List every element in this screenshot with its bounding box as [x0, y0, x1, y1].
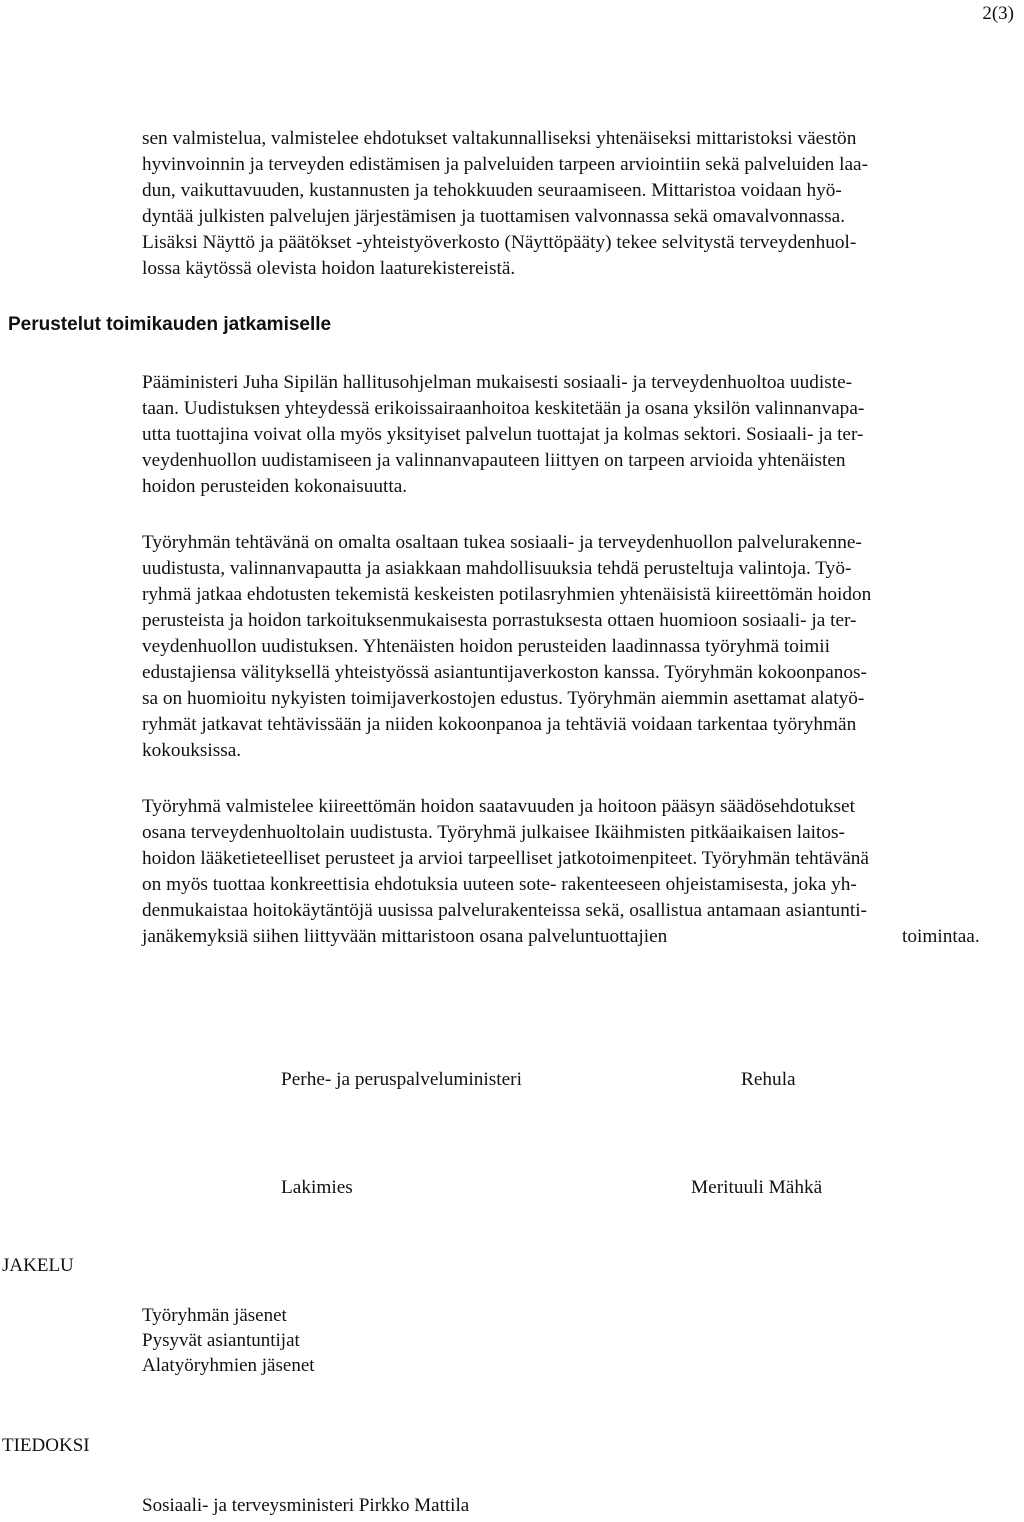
paragraph-line: taan. Uudistuksen yhteydessä erikoissairaanhoitoa keskitetään ja osana yksilön valinnanvapa-	[142, 398, 865, 419]
section-heading: Perustelut toimikauden jatkamiselle	[8, 314, 332, 335]
list-item: Sosiaali- ja terveysministeri Pirkko Mattila	[142, 1495, 470, 1516]
paragraph-line: uudistusta, valinnanvapautta ja asiakkaan mahdollisuuksia tehdä perusteltuja valintoja. Työ-	[142, 558, 852, 579]
paragraph-line: utta tuottajina voivat olla myös yksityiset palvelun tuottajat ja kolmas sektori. Sosiaali- ja ter-	[142, 424, 864, 445]
list-item: Alatyöryhmien jäsenet	[142, 1355, 315, 1376]
page-number: 2(3)	[982, 3, 1014, 24]
minister-name: Rehula	[741, 1069, 796, 1090]
lawyer-title: Lakimies	[281, 1177, 353, 1198]
paragraph-line: Pääministeri Juha Sipilän hallitusohjelman mukaisesti sosiaali- ja terveydenhuoltoa uudiste-	[142, 372, 853, 393]
lawyer-name: Merituuli Mähkä	[691, 1177, 823, 1198]
paragraph-line: dun, vaikuttavuuden, kustannusten ja tehokkuuden seuraamiseen. Mittaristoa voidaan hyö-	[142, 180, 842, 201]
paragraph-line: hoidon lääketieteelliset perusteet ja arvioi tarpeelliset jatkotoimenpiteet. Työryhmän tehtävänä	[142, 848, 869, 869]
paragraph-line: hoidon perusteiden kokonaisuutta.	[142, 476, 408, 497]
paragraph-line: lossa käytössä olevista hoidon laaturekistereistä.	[142, 258, 516, 279]
paragraph-line: on myös tuottaa konkreettisia ehdotuksia uuteen sote- rakenteeseen ohjeistamisesta, joka yh-	[142, 874, 857, 895]
paragraph-line: edustajiensa välityksellä yhteistyössä asiantuntijaverkoston kanssa. Työryhmän kokoonpanos-	[142, 662, 867, 683]
paragraph-line: denmukaistaa hoitokäytäntöjä uusissa palvelurakenteissa sekä, osallistua antamaan asiantunti-	[142, 900, 867, 921]
paragraph-line: Työryhmän tehtävänä on omalta osaltaan tukea sosiaali- ja terveydenhuollon palvelurakenne-	[142, 532, 862, 553]
paragraph-line: ryhmä jatkaa ehdotusten tekemistä keskeisten potilasryhmien yhtenäisistä kiireettömän hoidon	[142, 584, 872, 605]
paragraph-line: sen valmistelua, valmistelee ehdotukset valtakunnalliseksi yhtenäiseksi mittaristoksi väestön	[142, 128, 857, 149]
paragraph-line: sa on huomioitu nykyisten toimijaverkostojen edustus. Työryhmän aiemmin asettamat alatyö-	[142, 688, 865, 709]
paragraph-line: hyvinvoinnin ja terveyden edistämisen ja palveluiden tarpeen arviointiin sekä palveluiden laa-	[142, 154, 869, 175]
paragraph-line: ryhmät jatkavat tehtävissään ja niiden kokoonpanoa ja tehtäviä voidaan tarkentaa työryhmän	[142, 714, 857, 735]
paragraph-line: Lisäksi Näyttö ja päätökset -yhteistyöverkosto (Näyttöpääty) tekee selvitystä terveydenhuol-	[142, 232, 857, 253]
list-item: Pysyvät asiantuntijat	[142, 1330, 300, 1351]
paragraph-last-word: toimintaa.	[902, 926, 980, 947]
paragraph-line: perusteista ja hoidon tarkoituksenmukaisesta porrastuksesta ottaen huomioon sosiaali- ja ter-	[142, 610, 857, 631]
minister-title: Perhe- ja peruspalveluministeri	[281, 1069, 522, 1090]
paragraph-line: janäkemyksiä siihen liittyvään mittaristoon osana palveluntuottajien	[142, 926, 668, 947]
for-information-label: TIEDOKSI	[2, 1435, 90, 1456]
paragraph-line: veydenhuollon uudistamiseen ja valinnanvapauteen liittyen on tarpeen arvioida yhtenäisten	[142, 450, 846, 471]
paragraph-line: osana terveydenhuoltolain uudistusta. Työryhmä julkaisee Ikäihmisten pitkäaikaisen laitos-	[142, 822, 845, 843]
list-item: Työryhmän jäsenet	[142, 1305, 287, 1326]
paragraph-line: dyntää julkisten palvelujen järjestämisen ja tuottamisen valvonnassa sekä omavalvonnassa.	[142, 206, 846, 227]
paragraph-line: veydenhuollon uudistuksen. Yhtenäisten hoidon perusteiden laadinnassa työryhmä toimii	[142, 636, 830, 657]
paragraph-line: Työryhmä valmistelee kiireettömän hoidon saatavuuden ja hoitoon pääsyn säädösehdotukset	[142, 796, 855, 817]
distribution-label: JAKELU	[2, 1255, 74, 1276]
paragraph-line: kokouksissa.	[142, 740, 242, 761]
